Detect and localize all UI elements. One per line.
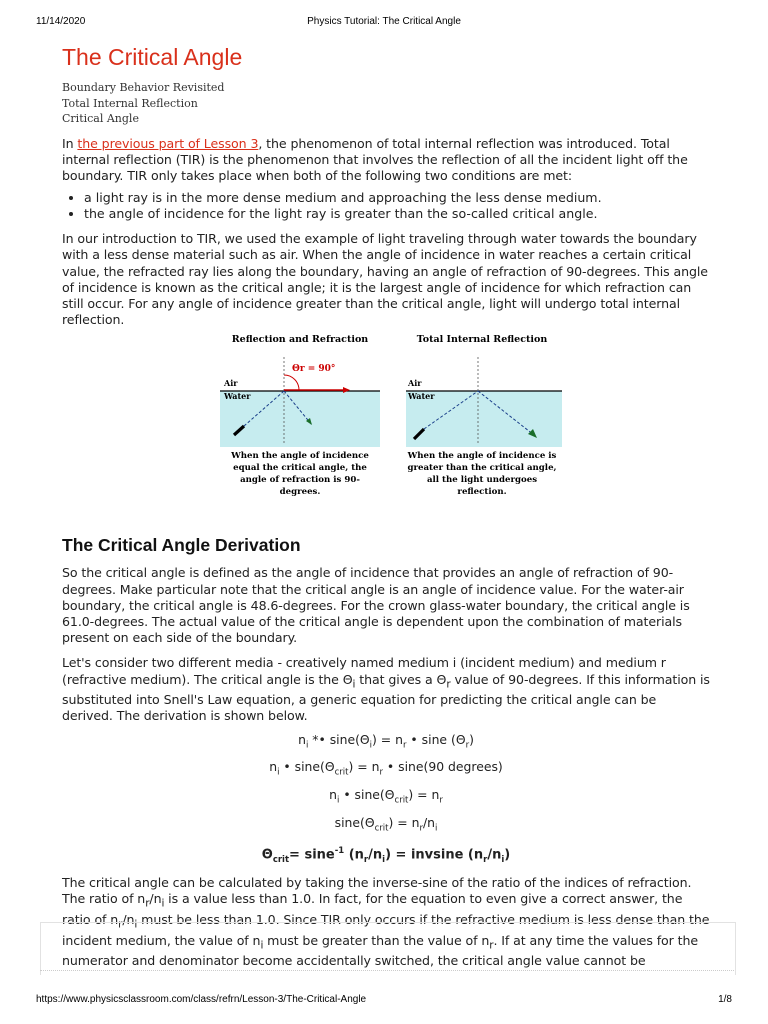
figure-total-internal-reflection: [402, 334, 562, 498]
equation-3: $n_i$ • $\sin e(\Theta_{crit}) = n_r$: [329, 787, 443, 806]
equation-2: $n_i$ • $\sin e(\Theta_{crit}) = n_r$ • sine(90 degrees): [269, 759, 503, 778]
water-label: Water: [408, 391, 435, 402]
air-label: Air: [224, 378, 238, 389]
subnav: [62, 80, 710, 127]
air-label: Air: [408, 378, 422, 389]
dotted-divider: [40, 970, 734, 971]
subnav-item-tir[interactable]: Total Internal Reflection: [62, 96, 198, 110]
inverse-sine-paragraph: The critical angle can be calculated by taking the inverse-sine of the ratio of the indices of refraction. The ratio of $n_r/n_i$ is a value less than 1.0. In fact, for the equation to even give a correct answer, the ratio of $n_r/n_i$ must be less than 1.0. Since TIR only occurs if the refractive medium is less dense than the incident medium, the value of $n_i$ must be greater than the value of $n_r$. If at any time the values for the numerator and denominator become accidentally switched, the critical angle value cannot be: [62, 874, 710, 969]
figure-left-title: Reflection and Refraction: [231, 334, 369, 346]
print-date: 11/14/2020: [36, 16, 86, 27]
figure-right-title: Total Internal Reflection: [416, 334, 548, 346]
figure-left-caption: When the angle of incidence equal the critical angle, the angle of refraction is 90-degrees.: [231, 451, 369, 498]
subnav-item-critical[interactable]: Critical Angle: [62, 112, 139, 125]
figure-reflection-refraction: [220, 334, 380, 498]
previous-lesson-link[interactable]: the previous part of Lesson 3: [77, 135, 259, 151]
page-title: The Critical Angle: [62, 44, 243, 70]
page-number: 1/8: [718, 994, 732, 1005]
list-item: • a light ray is in the more dense medium and approaching the less dense medium.: [84, 190, 710, 206]
section-title: The Critical Angle Derivation: [62, 535, 301, 556]
ad-placeholder-box: [40, 922, 736, 975]
equation-1: $n_i$ *• $\sin e(\Theta_i) = n_r$ • sine $(\Theta_r)$: [298, 731, 474, 751]
water-label: Water: [224, 391, 251, 402]
angle-label: Θr = 90°: [292, 364, 336, 375]
conditions-list: [62, 190, 710, 222]
intro-paragraph: In the previous part of Lesson 3, the phenomenon of total internal reflection was introduced. Total internal reflection (TIR) is the phenomenon that involves the reflection of all the incident light off the boundary. TIR only takes place when both of the following two conditions are met:: [62, 135, 688, 183]
figure-right-caption: When the angle of incidence is greater than the critical angle, all the light undergoes reflection.: [407, 451, 557, 498]
equation-final: $\Theta_{crit}= \sin e^{-1}$ $(n_r/n_i) = invsine$ $(n_r/n_i)$: [261, 845, 511, 865]
list-item: • the angle of incidence for the light ray is greater than the so-called critical angle.: [84, 206, 710, 222]
critical-angle-figure: [62, 334, 710, 504]
article: [62, 38, 710, 970]
media-paragraph: Let's consider two different media - creatively named medium i (incident medium) and medium r (refractive medium). The critical angle is the $\Theta_i$ that gives a $\Theta_r$ value of 90-degrees. If this information is substituted into Snell's Law equation, a generic equation for predicting the critical angle can be derived. The derivation is shown below.: [62, 655, 710, 724]
angle-arc: [284, 375, 299, 390]
figure-left-diagram: [220, 351, 380, 447]
print-doc-title: Physics Tutorial: The Critical Angle: [307, 16, 461, 27]
print-url: https://www.physicsclassroom.com/class/refrn/Lesson-3/The-Critical-Angle: [36, 994, 367, 1005]
equation-4: $\sin e(\Theta_{crit}) = n_r/n_i$: [334, 814, 438, 834]
tir-intro-paragraph: In our introduction to TIR, we used the example of light traveling through water towards the boundary with a less dense material such as air. When the angle of incidence in water reaches a certain critical value, the refracted ray lies along the boundary, having an angle of refraction of 90-degrees. This angle of incidence is known as the critical angle; it is the largest angle of incidence for which refraction can still occur. For any angle of incidence greater than the critical angle, light will undergo total internal reflection.: [62, 231, 708, 328]
subnav-item-boundary[interactable]: Boundary Behavior Revisited: [62, 81, 225, 94]
figure-right-diagram: [402, 351, 562, 447]
definition-paragraph: So the critical angle is defined as the angle of incidence that provides an angle of refraction of 90-degrees. Make particular note that the critical angle is an angle of incidence value. For the water-air boundary, the critical angle is 48.6-degrees. For the crown glass-water boundary, the critical angle is 61.0-degrees. The actual value of the critical angle is dependent upon the combination of materials present on each side of the boundary.: [62, 565, 690, 646]
derivation-equations: [62, 729, 710, 871]
